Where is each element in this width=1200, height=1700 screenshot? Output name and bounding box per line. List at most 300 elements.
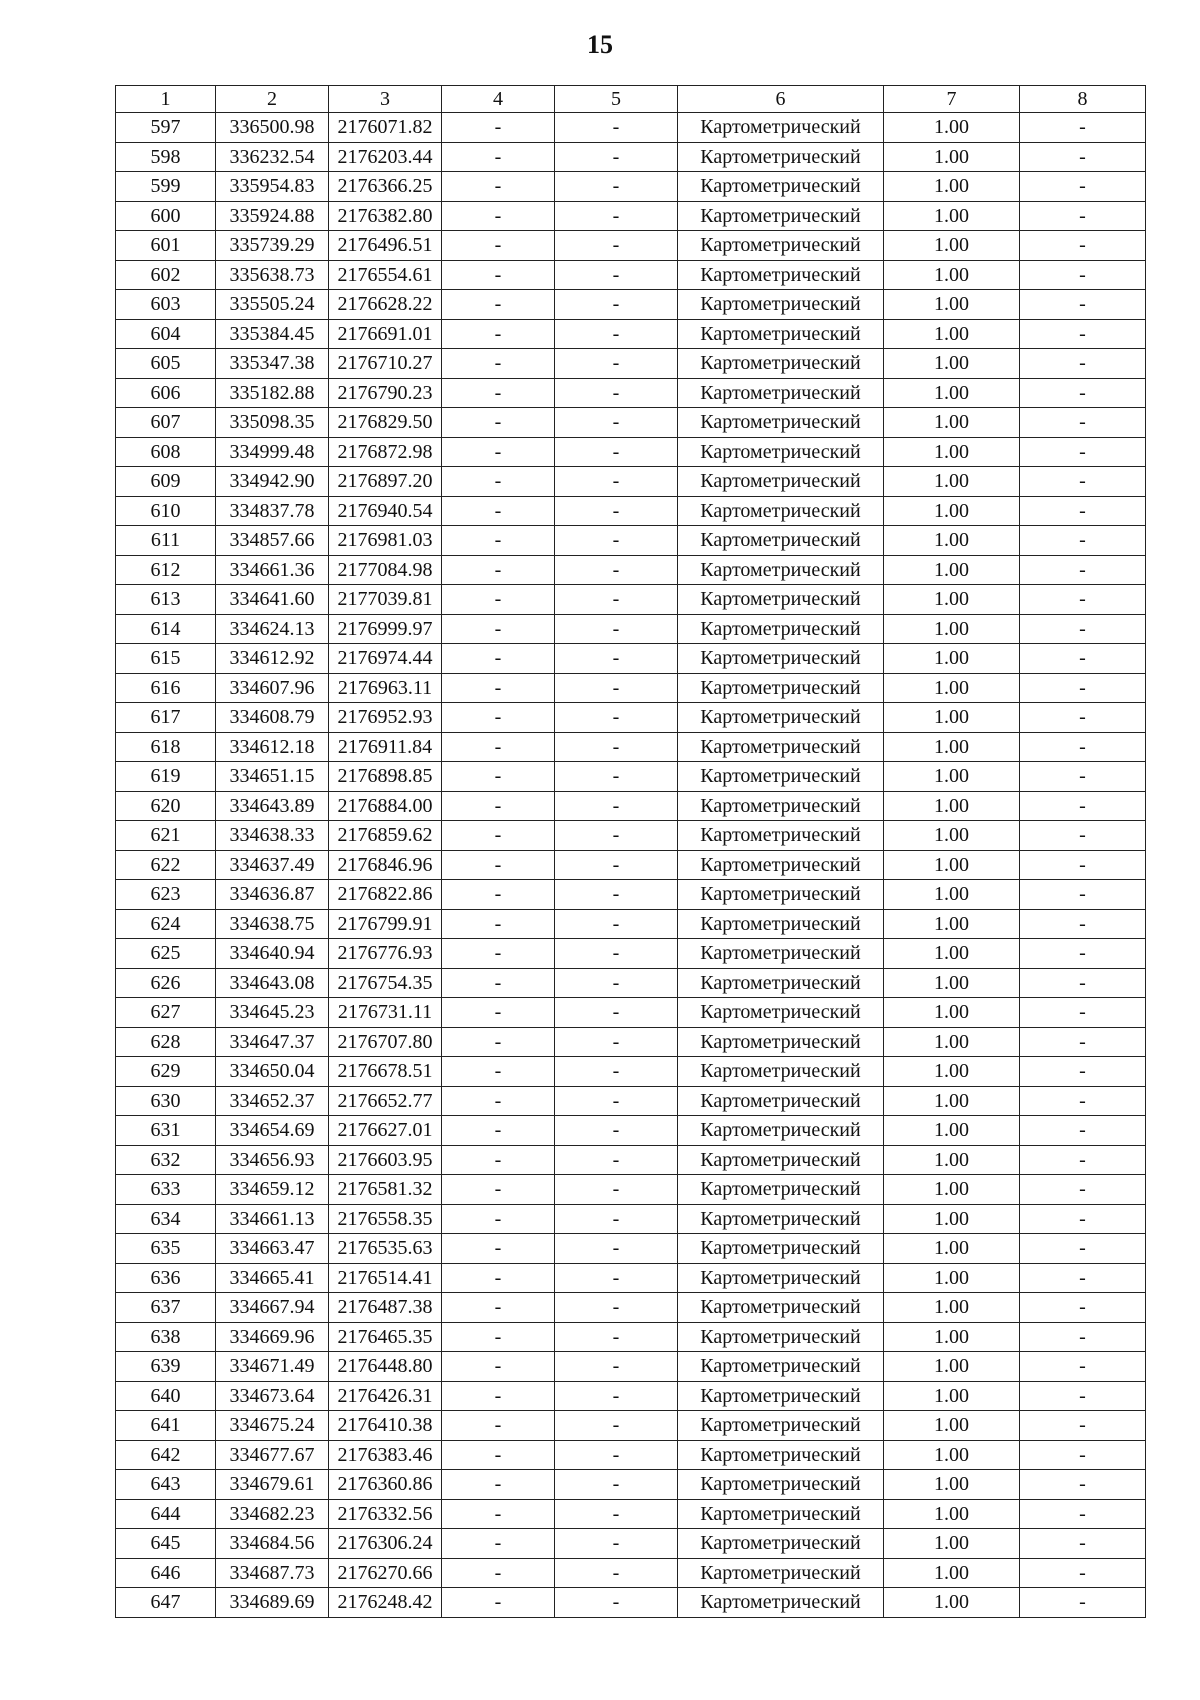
column-5-cell: - (555, 408, 678, 438)
column-5-cell: - (555, 496, 678, 526)
method-cell: Картометрический (678, 1116, 884, 1146)
column-4-cell: - (442, 1499, 555, 1529)
column-8-cell: - (1020, 880, 1146, 910)
y-coordinate-cell: 2176652.77 (329, 1086, 442, 1116)
point-number-cell: 600 (116, 201, 216, 231)
method-cell: Картометрический (678, 496, 884, 526)
column-5-cell: - (555, 1027, 678, 1057)
x-coordinate-cell: 334651.15 (216, 762, 329, 792)
y-coordinate-cell: 2176465.35 (329, 1322, 442, 1352)
column-4-cell: - (442, 880, 555, 910)
y-coordinate-cell: 2177039.81 (329, 585, 442, 615)
y-coordinate-cell: 2176731.11 (329, 998, 442, 1028)
x-coordinate-cell: 336232.54 (216, 142, 329, 172)
column-8-cell: - (1020, 1470, 1146, 1500)
accuracy-cell: 1.00 (884, 467, 1020, 497)
column-5-cell: - (555, 614, 678, 644)
column-5-cell: - (555, 378, 678, 408)
table-row (116, 319, 1146, 349)
column-5-cell: - (555, 142, 678, 172)
point-number-cell: 630 (116, 1086, 216, 1116)
x-coordinate-cell: 334837.78 (216, 496, 329, 526)
x-coordinate-cell: 334661.13 (216, 1204, 329, 1234)
column-8-cell: - (1020, 1440, 1146, 1470)
accuracy-cell: 1.00 (884, 1440, 1020, 1470)
accuracy-cell: 1.00 (884, 998, 1020, 1028)
x-coordinate-cell: 334656.93 (216, 1145, 329, 1175)
column-4-cell: - (442, 703, 555, 733)
point-number-cell: 619 (116, 762, 216, 792)
column-8-cell: - (1020, 526, 1146, 556)
column-4-cell: - (442, 555, 555, 585)
y-coordinate-cell: 2176897.20 (329, 467, 442, 497)
accuracy-cell: 1.00 (884, 1381, 1020, 1411)
point-number-cell: 644 (116, 1499, 216, 1529)
method-cell: Картометрический (678, 644, 884, 674)
x-coordinate-cell: 334652.37 (216, 1086, 329, 1116)
y-coordinate-cell: 2176974.44 (329, 644, 442, 674)
column-5-cell: - (555, 319, 678, 349)
column-8-cell: - (1020, 290, 1146, 320)
y-coordinate-cell: 2176822.86 (329, 880, 442, 910)
column-4-cell: - (442, 496, 555, 526)
y-coordinate-cell: 2176981.03 (329, 526, 442, 556)
x-coordinate-cell: 334638.75 (216, 909, 329, 939)
column-4-cell: - (442, 408, 555, 438)
y-coordinate-cell: 2176603.95 (329, 1145, 442, 1175)
method-cell: Картометрический (678, 791, 884, 821)
x-coordinate-cell: 335924.88 (216, 201, 329, 231)
accuracy-cell: 1.00 (884, 437, 1020, 467)
column-5-cell: - (555, 1558, 678, 1588)
method-cell: Картометрический (678, 408, 884, 438)
column-8-cell: - (1020, 113, 1146, 143)
accuracy-cell: 1.00 (884, 1293, 1020, 1323)
x-coordinate-cell: 334682.23 (216, 1499, 329, 1529)
method-cell: Картометрический (678, 378, 884, 408)
column-header: 3 (329, 86, 442, 113)
table-row (116, 1086, 1146, 1116)
x-coordinate-cell: 334999.48 (216, 437, 329, 467)
x-coordinate-cell: 334654.69 (216, 1116, 329, 1146)
accuracy-cell: 1.00 (884, 880, 1020, 910)
column-5-cell: - (555, 762, 678, 792)
method-cell: Картометрический (678, 1499, 884, 1529)
table-row (116, 1499, 1146, 1529)
method-cell: Картометрический (678, 1175, 884, 1205)
point-number-cell: 629 (116, 1057, 216, 1087)
column-5-cell: - (555, 1381, 678, 1411)
point-number-cell: 624 (116, 909, 216, 939)
table-row (116, 349, 1146, 379)
x-coordinate-cell: 334612.92 (216, 644, 329, 674)
accuracy-cell: 1.00 (884, 1499, 1020, 1529)
table-row (116, 1352, 1146, 1382)
y-coordinate-cell: 2176248.42 (329, 1588, 442, 1618)
column-4-cell: - (442, 1352, 555, 1382)
y-coordinate-cell: 2176911.84 (329, 732, 442, 762)
point-number-cell: 597 (116, 113, 216, 143)
table-row (116, 1529, 1146, 1559)
point-number-cell: 632 (116, 1145, 216, 1175)
y-coordinate-cell: 2176366.25 (329, 172, 442, 202)
method-cell: Картометрический (678, 909, 884, 939)
table-row (116, 998, 1146, 1028)
y-coordinate-cell: 2176999.97 (329, 614, 442, 644)
column-5-cell: - (555, 880, 678, 910)
table-row (116, 644, 1146, 674)
method-cell: Картометрический (678, 1529, 884, 1559)
accuracy-cell: 1.00 (884, 1322, 1020, 1352)
method-cell: Картометрический (678, 673, 884, 703)
method-cell: Картометрический (678, 1411, 884, 1441)
x-coordinate-cell: 334624.13 (216, 614, 329, 644)
method-cell: Картометрический (678, 555, 884, 585)
accuracy-cell: 1.00 (884, 1352, 1020, 1382)
column-8-cell: - (1020, 231, 1146, 261)
column-header: 2 (216, 86, 329, 113)
x-coordinate-cell: 334636.87 (216, 880, 329, 910)
method-cell: Картометрический (678, 732, 884, 762)
method-cell: Картометрический (678, 939, 884, 969)
y-coordinate-cell: 2176952.93 (329, 703, 442, 733)
accuracy-cell: 1.00 (884, 909, 1020, 939)
table-row (116, 142, 1146, 172)
column-8-cell: - (1020, 142, 1146, 172)
column-4-cell: - (442, 585, 555, 615)
column-5-cell: - (555, 821, 678, 851)
point-number-cell: 605 (116, 349, 216, 379)
column-5-cell: - (555, 1145, 678, 1175)
y-coordinate-cell: 2177084.98 (329, 555, 442, 585)
accuracy-cell: 1.00 (884, 201, 1020, 231)
column-8-cell: - (1020, 172, 1146, 202)
column-4-cell: - (442, 1322, 555, 1352)
table-row (116, 1263, 1146, 1293)
column-8-cell: - (1020, 496, 1146, 526)
table-row (116, 1558, 1146, 1588)
column-5-cell: - (555, 172, 678, 202)
column-8-cell: - (1020, 673, 1146, 703)
x-coordinate-cell: 335098.35 (216, 408, 329, 438)
point-number-cell: 635 (116, 1234, 216, 1264)
accuracy-cell: 1.00 (884, 142, 1020, 172)
accuracy-cell: 1.00 (884, 850, 1020, 880)
table-row (116, 1027, 1146, 1057)
y-coordinate-cell: 2176829.50 (329, 408, 442, 438)
y-coordinate-cell: 2176678.51 (329, 1057, 442, 1087)
column-4-cell: - (442, 939, 555, 969)
point-number-cell: 599 (116, 172, 216, 202)
table-row (116, 1470, 1146, 1500)
accuracy-cell: 1.00 (884, 1175, 1020, 1205)
point-number-cell: 617 (116, 703, 216, 733)
table-header-row (116, 86, 1146, 113)
x-coordinate-cell: 334665.41 (216, 1263, 329, 1293)
point-number-cell: 615 (116, 644, 216, 674)
method-cell: Картометрический (678, 201, 884, 231)
point-number-cell: 611 (116, 526, 216, 556)
column-4-cell: - (442, 319, 555, 349)
method-cell: Картометрический (678, 1470, 884, 1500)
x-coordinate-cell: 334643.89 (216, 791, 329, 821)
x-coordinate-cell: 334659.12 (216, 1175, 329, 1205)
column-5-cell: - (555, 1234, 678, 1264)
method-cell: Картометрический (678, 437, 884, 467)
column-8-cell: - (1020, 939, 1146, 969)
x-coordinate-cell: 334607.96 (216, 673, 329, 703)
x-coordinate-cell: 334942.90 (216, 467, 329, 497)
column-5-cell: - (555, 349, 678, 379)
x-coordinate-cell: 334638.33 (216, 821, 329, 851)
column-5-cell: - (555, 1470, 678, 1500)
method-cell: Картометрический (678, 703, 884, 733)
column-4-cell: - (442, 1234, 555, 1264)
column-5-cell: - (555, 1499, 678, 1529)
column-8-cell: - (1020, 614, 1146, 644)
column-4-cell: - (442, 290, 555, 320)
table-row (116, 585, 1146, 615)
column-4-cell: - (442, 349, 555, 379)
accuracy-cell: 1.00 (884, 1057, 1020, 1087)
method-cell: Картометрический (678, 998, 884, 1028)
column-8-cell: - (1020, 732, 1146, 762)
point-number-cell: 628 (116, 1027, 216, 1057)
method-cell: Картометрический (678, 1204, 884, 1234)
column-5-cell: - (555, 1352, 678, 1382)
point-number-cell: 602 (116, 260, 216, 290)
point-number-cell: 643 (116, 1470, 216, 1500)
column-4-cell: - (442, 142, 555, 172)
method-cell: Картометрический (678, 172, 884, 202)
column-8-cell: - (1020, 909, 1146, 939)
x-coordinate-cell: 334679.61 (216, 1470, 329, 1500)
column-4-cell: - (442, 614, 555, 644)
accuracy-cell: 1.00 (884, 231, 1020, 261)
column-4-cell: - (442, 1027, 555, 1057)
column-5-cell: - (555, 1263, 678, 1293)
column-8-cell: - (1020, 703, 1146, 733)
column-5-cell: - (555, 290, 678, 320)
column-8-cell: - (1020, 1529, 1146, 1559)
column-5-cell: - (555, 1293, 678, 1323)
column-4-cell: - (442, 260, 555, 290)
column-8-cell: - (1020, 1588, 1146, 1618)
y-coordinate-cell: 2176710.27 (329, 349, 442, 379)
accuracy-cell: 1.00 (884, 526, 1020, 556)
method-cell: Картометрический (678, 1588, 884, 1618)
column-8-cell: - (1020, 1086, 1146, 1116)
point-number-cell: 608 (116, 437, 216, 467)
x-coordinate-cell: 335182.88 (216, 378, 329, 408)
point-number-cell: 610 (116, 496, 216, 526)
table-row (116, 1440, 1146, 1470)
column-5-cell: - (555, 673, 678, 703)
point-number-cell: 601 (116, 231, 216, 261)
column-5-cell: - (555, 1175, 678, 1205)
accuracy-cell: 1.00 (884, 113, 1020, 143)
y-coordinate-cell: 2176790.23 (329, 378, 442, 408)
point-number-cell: 640 (116, 1381, 216, 1411)
accuracy-cell: 1.00 (884, 172, 1020, 202)
y-coordinate-cell: 2176859.62 (329, 821, 442, 851)
point-number-cell: 625 (116, 939, 216, 969)
x-coordinate-cell: 334637.49 (216, 850, 329, 880)
column-8-cell: - (1020, 850, 1146, 880)
x-coordinate-cell: 335739.29 (216, 231, 329, 261)
x-coordinate-cell: 334667.94 (216, 1293, 329, 1323)
method-cell: Картометрический (678, 319, 884, 349)
y-coordinate-cell: 2176707.80 (329, 1027, 442, 1057)
column-8-cell: - (1020, 1234, 1146, 1264)
column-4-cell: - (442, 1086, 555, 1116)
accuracy-cell: 1.00 (884, 732, 1020, 762)
column-5-cell: - (555, 968, 678, 998)
column-5-cell: - (555, 1440, 678, 1470)
column-header: 8 (1020, 86, 1146, 113)
table-row (116, 614, 1146, 644)
column-5-cell: - (555, 1204, 678, 1234)
accuracy-cell: 1.00 (884, 673, 1020, 703)
point-number-cell: 598 (116, 142, 216, 172)
method-cell: Картометрический (678, 1352, 884, 1382)
column-5-cell: - (555, 703, 678, 733)
column-5-cell: - (555, 791, 678, 821)
y-coordinate-cell: 2176627.01 (329, 1116, 442, 1146)
column-8-cell: - (1020, 791, 1146, 821)
accuracy-cell: 1.00 (884, 762, 1020, 792)
accuracy-cell: 1.00 (884, 349, 1020, 379)
table-row (116, 880, 1146, 910)
x-coordinate-cell: 334857.66 (216, 526, 329, 556)
accuracy-cell: 1.00 (884, 585, 1020, 615)
point-number-cell: 603 (116, 290, 216, 320)
y-coordinate-cell: 2176360.86 (329, 1470, 442, 1500)
accuracy-cell: 1.00 (884, 939, 1020, 969)
accuracy-cell: 1.00 (884, 703, 1020, 733)
method-cell: Картометрический (678, 614, 884, 644)
accuracy-cell: 1.00 (884, 1558, 1020, 1588)
y-coordinate-cell: 2176496.51 (329, 231, 442, 261)
y-coordinate-cell: 2176754.35 (329, 968, 442, 998)
column-5-cell: - (555, 1322, 678, 1352)
table-row (116, 1588, 1146, 1618)
method-cell: Картометрический (678, 290, 884, 320)
accuracy-cell: 1.00 (884, 290, 1020, 320)
method-cell: Картометрический (678, 526, 884, 556)
column-4-cell: - (442, 1145, 555, 1175)
method-cell: Картометрический (678, 349, 884, 379)
column-8-cell: - (1020, 1175, 1146, 1205)
column-4-cell: - (442, 113, 555, 143)
x-coordinate-cell: 334608.79 (216, 703, 329, 733)
x-coordinate-cell: 334612.18 (216, 732, 329, 762)
coordinates-table (115, 85, 1146, 1618)
column-5-cell: - (555, 732, 678, 762)
table-row (116, 496, 1146, 526)
accuracy-cell: 1.00 (884, 1204, 1020, 1234)
column-4-cell: - (442, 791, 555, 821)
table-row (116, 437, 1146, 467)
column-header: 6 (678, 86, 884, 113)
table-row (116, 1234, 1146, 1264)
point-number-cell: 636 (116, 1263, 216, 1293)
x-coordinate-cell: 334675.24 (216, 1411, 329, 1441)
column-8-cell: - (1020, 1263, 1146, 1293)
accuracy-cell: 1.00 (884, 496, 1020, 526)
method-cell: Картометрический (678, 260, 884, 290)
column-8-cell: - (1020, 408, 1146, 438)
column-5-cell: - (555, 998, 678, 1028)
y-coordinate-cell: 2176448.80 (329, 1352, 442, 1382)
column-8-cell: - (1020, 762, 1146, 792)
table-row (116, 1322, 1146, 1352)
x-coordinate-cell: 335505.24 (216, 290, 329, 320)
accuracy-cell: 1.00 (884, 408, 1020, 438)
y-coordinate-cell: 2176071.82 (329, 113, 442, 143)
accuracy-cell: 1.00 (884, 1086, 1020, 1116)
table-row (116, 968, 1146, 998)
table-row (116, 1411, 1146, 1441)
accuracy-cell: 1.00 (884, 1145, 1020, 1175)
accuracy-cell: 1.00 (884, 1116, 1020, 1146)
y-coordinate-cell: 2176535.63 (329, 1234, 442, 1264)
point-number-cell: 634 (116, 1204, 216, 1234)
column-5-cell: - (555, 555, 678, 585)
column-8-cell: - (1020, 1381, 1146, 1411)
column-5-cell: - (555, 467, 678, 497)
x-coordinate-cell: 334645.23 (216, 998, 329, 1028)
column-5-cell: - (555, 1588, 678, 1618)
method-cell: Картометрический (678, 1086, 884, 1116)
column-8-cell: - (1020, 319, 1146, 349)
method-cell: Картометрический (678, 1027, 884, 1057)
method-cell: Картометрический (678, 1440, 884, 1470)
column-5-cell: - (555, 437, 678, 467)
point-number-cell: 609 (116, 467, 216, 497)
table-row (116, 821, 1146, 851)
x-coordinate-cell: 334650.04 (216, 1057, 329, 1087)
point-number-cell: 647 (116, 1588, 216, 1618)
column-8-cell: - (1020, 1027, 1146, 1057)
x-coordinate-cell: 336500.98 (216, 113, 329, 143)
column-8-cell: - (1020, 349, 1146, 379)
point-number-cell: 622 (116, 850, 216, 880)
column-4-cell: - (442, 437, 555, 467)
point-number-cell: 614 (116, 614, 216, 644)
accuracy-cell: 1.00 (884, 1263, 1020, 1293)
method-cell: Картометрический (678, 467, 884, 497)
column-8-cell: - (1020, 1558, 1146, 1588)
table-row (116, 378, 1146, 408)
y-coordinate-cell: 2176332.56 (329, 1499, 442, 1529)
column-8-cell: - (1020, 1116, 1146, 1146)
column-4-cell: - (442, 1293, 555, 1323)
y-coordinate-cell: 2176382.80 (329, 201, 442, 231)
column-header: 4 (442, 86, 555, 113)
point-number-cell: 639 (116, 1352, 216, 1382)
column-4-cell: - (442, 673, 555, 703)
y-coordinate-cell: 2176628.22 (329, 290, 442, 320)
table-row (116, 290, 1146, 320)
column-8-cell: - (1020, 378, 1146, 408)
column-5-cell: - (555, 113, 678, 143)
column-8-cell: - (1020, 201, 1146, 231)
column-8-cell: - (1020, 821, 1146, 851)
column-8-cell: - (1020, 998, 1146, 1028)
table-row (116, 791, 1146, 821)
y-coordinate-cell: 2176410.38 (329, 1411, 442, 1441)
